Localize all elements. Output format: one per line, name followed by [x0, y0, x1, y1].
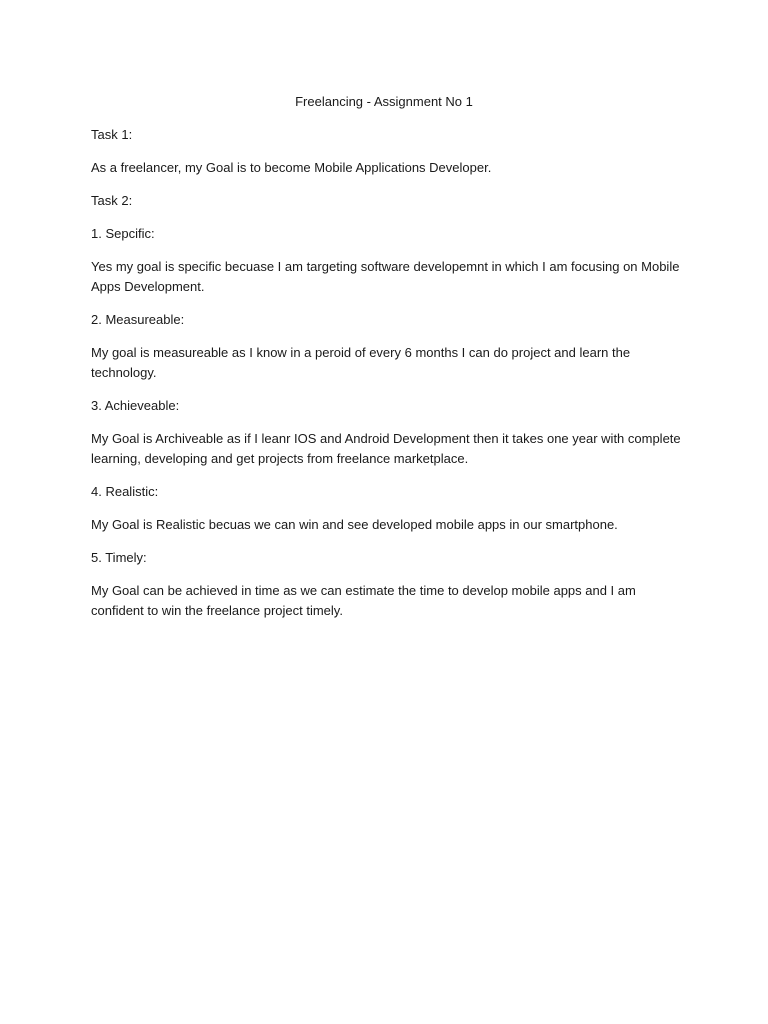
section-realistic: [91, 482, 691, 535]
task2-heading: Task 2:: [91, 193, 133, 208]
document-title: Freelancing - Assignment No 1: [295, 94, 473, 109]
section-heading: 5. Timely:: [91, 550, 147, 565]
section-text: My Goal is Realistic becuas we can win and see developed mobile apps in our smartphone.: [91, 517, 618, 532]
section-heading: 3. Achieveable:: [91, 398, 180, 413]
section-measureable: [91, 310, 691, 383]
task1-heading: Task 1:: [91, 127, 133, 142]
section-heading: 2. Measureable:: [91, 312, 185, 327]
section-text: My Goal can be achieved in time as we can estimate the time to develop mobile apps and I am confident to win the freelance project timely.: [91, 583, 636, 618]
section-heading: 4. Realistic:: [91, 484, 159, 499]
section-heading: 1. Sepcific:: [91, 226, 155, 241]
document-body: [91, 92, 691, 634]
section-text: My goal is measureable as I know in a peroid of every 6 months I can do project and learn the technology.: [91, 345, 631, 380]
section-achieveable: [91, 396, 691, 469]
task1-text: As a freelancer, my Goal is to become Mobile Applications Developer.: [91, 160, 492, 175]
section-timely: [91, 548, 691, 621]
section-specific: [91, 224, 691, 297]
section-text: Yes my goal is specific becuase I am targeting software developemnt in which I am focusing on Mobile Apps Development.: [91, 259, 680, 294]
section-text: My Goal is Archiveable as if I leanr IOS and Android Development then it takes one year with complete learning, developing and get projects from freelance marketplace.: [91, 431, 681, 466]
